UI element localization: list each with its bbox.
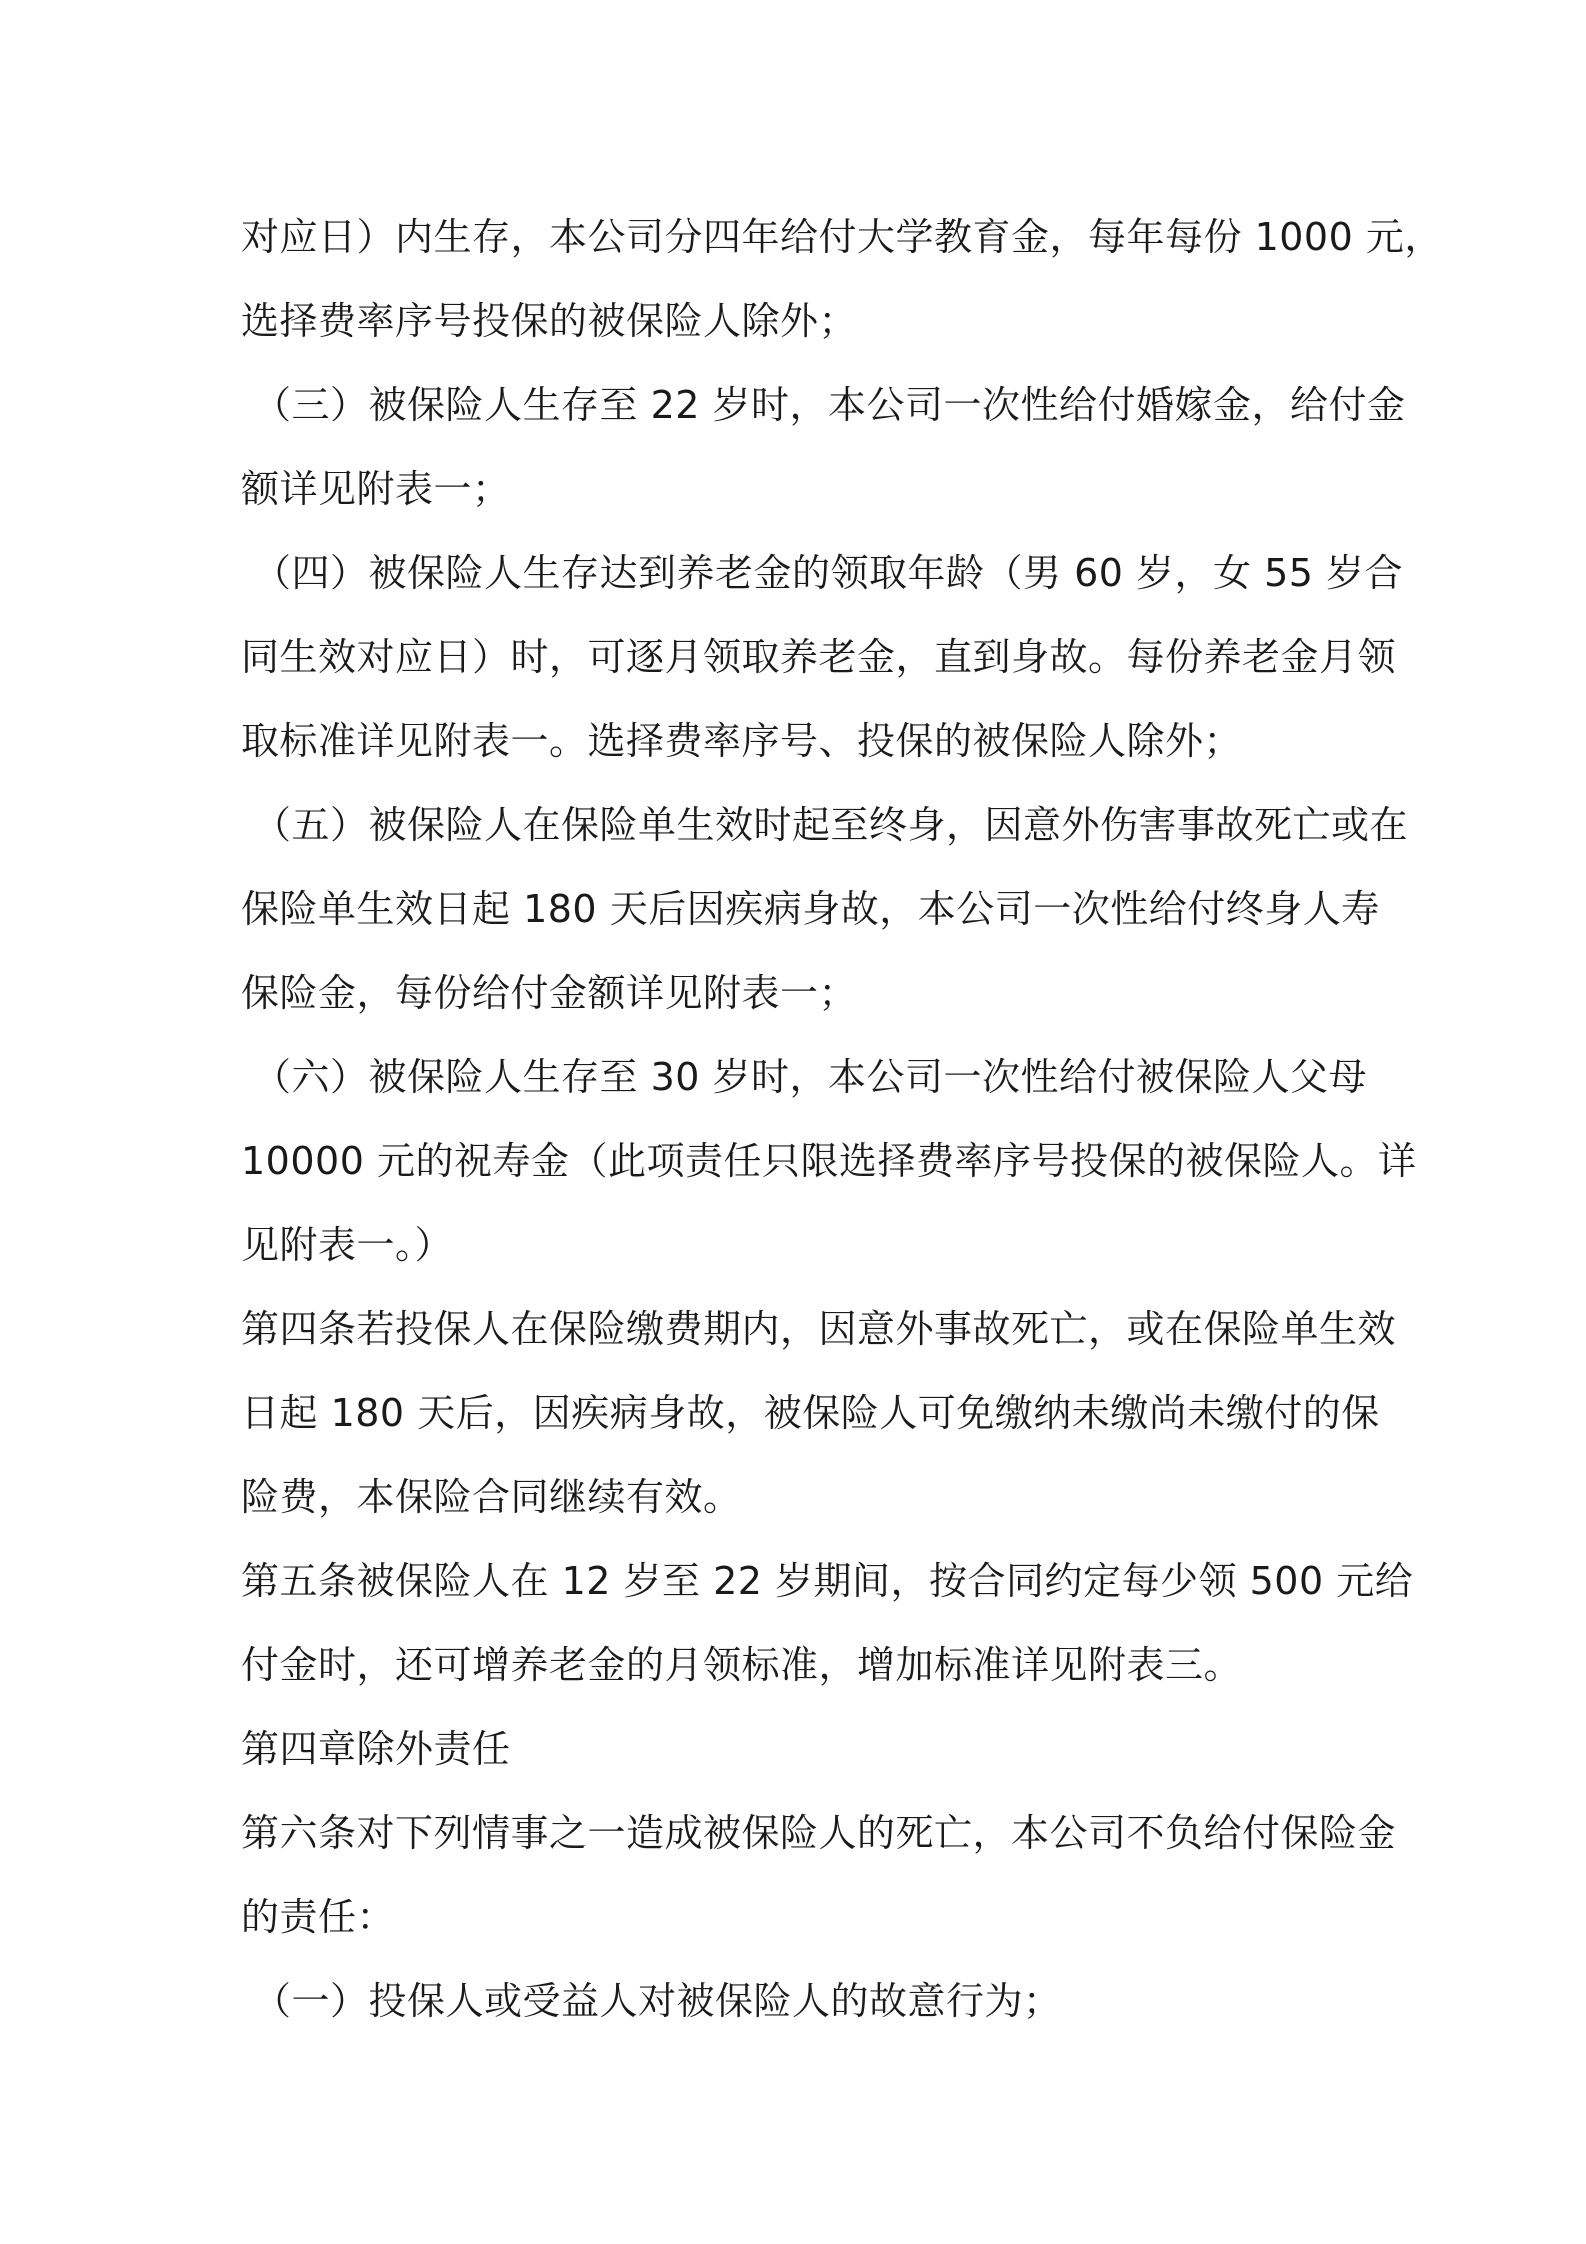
- text-line: 日起 180 天后，因疾病身故，被保险人可免缴纳未缴尚未缴付的保: [241, 1391, 1380, 1435]
- chapter-heading: 第四章除外责任: [241, 1727, 511, 1771]
- text-line: 险费，本保险合同继续有效。: [241, 1475, 742, 1519]
- text-line: 第六条对下列情事之一造成被保险人的死亡，本公司不负给付保险金: [241, 1811, 1397, 1855]
- text-line: 见附表一。）: [241, 1223, 454, 1267]
- text-line: （六）被保险人生存至 30 岁时，本公司一次性给付被保险人父母: [253, 1055, 1368, 1099]
- text-line: （五）被保险人在保险单生效时起至终身，因意外伤害事故死亡或在: [253, 803, 1409, 847]
- text-line: 对应日）内生存，本公司分四年给付大学教育金，每年每份 1000 元，: [241, 215, 1443, 259]
- text-line: （一）投保人或受益人对被保险人的故意行为；: [253, 1979, 1062, 2023]
- text-line: 取标准详见附表一。选择费率序号、投保的被保险人除外；: [241, 719, 1243, 763]
- text-line: 保险金，每份给付金额详见附表一；: [241, 971, 858, 1015]
- text-line: 第四条若投保人在保险缴费期内，因意外事故死亡，或在保险单生效: [241, 1307, 1397, 1351]
- document-body: [241, 195, 1443, 2043]
- text-line: 10000 元的祝寿金（此项责任只限选择费率序号投保的被保险人。详: [241, 1139, 1417, 1183]
- text-line: 的责任：: [241, 1895, 396, 1939]
- text-line: 选择费率序号投保的被保险人除外；: [241, 299, 858, 343]
- text-line: 第五条被保险人在 12 岁至 22 岁期间，按合同约定每少领 500 元给: [241, 1559, 1414, 1603]
- text-line: 付金时，还可增养老金的月领标准，增加标准详见附表三。: [241, 1643, 1243, 1687]
- text-line: 额详见附表一；: [241, 467, 511, 511]
- text-line: （四）被保险人生存达到养老金的领取年龄（男 60 岁，女 55 岁合: [253, 551, 1404, 595]
- text-line: 同生效对应日）时，可逐月领取养老金，直到身故。每份养老金月领: [241, 635, 1397, 679]
- text-line: 保险单生效日起 180 天后因疾病身故，本公司一次性给付终身人寿: [241, 887, 1380, 931]
- text-line: （三）被保险人生存至 22 岁时，本公司一次性给付婚嫁金，给付金: [253, 383, 1406, 427]
